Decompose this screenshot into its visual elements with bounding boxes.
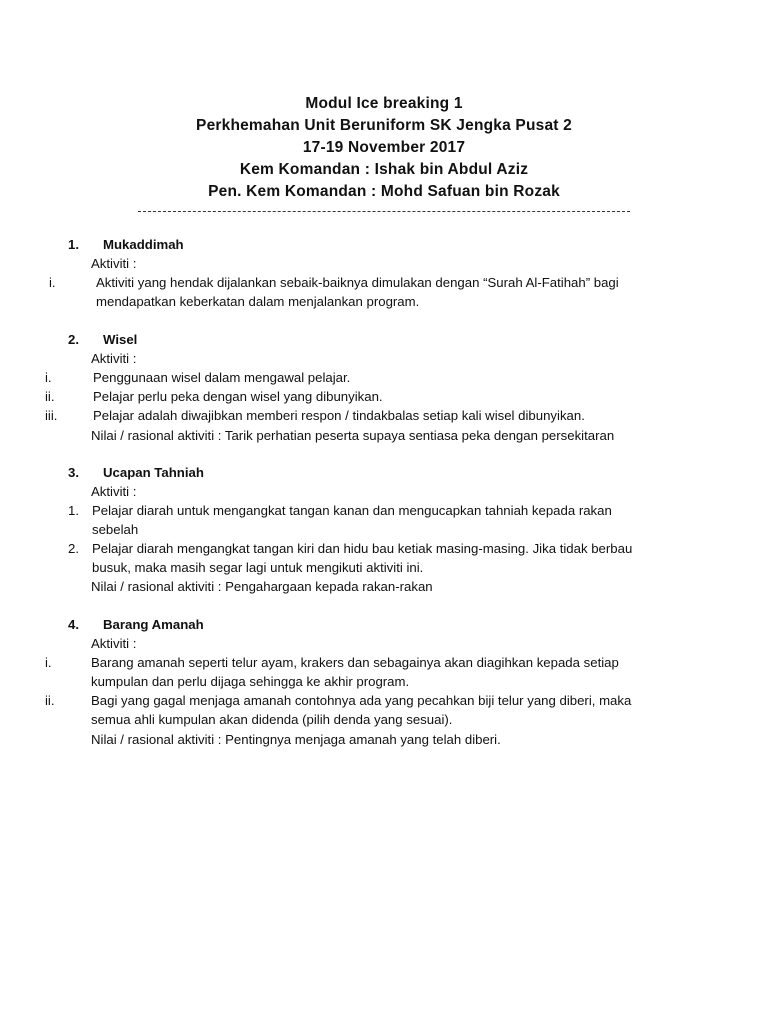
camp-commander: Kem Komandan : Ishak bin Abdul Aziz [239, 161, 529, 178]
section-3-item-2-line-2: busuk, maka masih segar lagi untuk mengikuti aktiviti ini. [92, 560, 424, 575]
dashed-divider [138, 211, 630, 212]
section-2-item-3-marker: iii. [45, 408, 58, 423]
section-2-item-2-marker: ii. [45, 389, 55, 404]
section-4-item-2-line-1: Bagi yang gagal menjaga amanah contohnya ada yang pecahkan biji telur yang diberi, maka [91, 693, 632, 708]
section-1-item-1-line-2: mendapatkan keberkatan dalam menjalankan program. [96, 294, 420, 309]
section-2-item-2-line-1: Pelajar perlu peka dengan wisel yang dibunyikan. [93, 389, 383, 404]
section-2-rational: Nilai / rasional aktiviti : Tarik perhatian peserta supaya sentiasa peka dengan persekitaran [91, 428, 615, 443]
section-4-activity-label: Aktiviti : [91, 636, 137, 651]
section-2-activity-label: Aktiviti : [91, 351, 137, 366]
section-2-number: 2. [68, 332, 79, 347]
section-2-title: Wisel [103, 332, 138, 347]
section-3-rational: Nilai / rasional aktiviti : Pengahargaan kepada rakan-rakan [91, 579, 433, 594]
section-2-item-1-line-1: Penggunaan wisel dalam mengawal pelajar. [93, 370, 351, 385]
camp-date: 17-19 November 2017 [302, 139, 466, 156]
section-3-item-2-marker: 2. [68, 541, 79, 556]
section-3-item-2-line-1: Pelajar diarah mengangkat tangan kiri dan hidu bau ketiak masing-masing. Jika tidak berbau [92, 541, 633, 556]
section-4-number: 4. [68, 617, 79, 632]
section-2-item-1-marker: i. [45, 370, 52, 385]
section-4-title: Barang Amanah [103, 617, 204, 632]
camp-name: Perkhemahan Unit Beruniform SK Jengka Pusat 2 [196, 117, 572, 134]
section-1-item-1-line-1: Aktiviti yang hendak dijalankan sebaik-baiknya dimulakan dengan “Surah Al-Fatihah” bagi [96, 275, 619, 290]
section-2-item-3-line-1: Pelajar adalah diwajibkan memberi respon / tindakbalas setiap kali wisel dibunyikan. [93, 408, 585, 423]
section-4-item-2-line-2: semua ahli kumpulan akan didenda (pilih denda yang sesuai). [91, 712, 453, 727]
section-3-activity-label: Aktiviti : [91, 484, 137, 499]
section-4-rational: Nilai / rasional aktiviti : Pentingnya menjaga amanah yang telah diberi. [91, 732, 501, 747]
section-1-activity-label: Aktiviti : [91, 256, 137, 271]
section-1-number: 1. [68, 237, 79, 252]
section-1-item-1-marker: i. [49, 275, 56, 290]
section-4-item-1-line-1: Barang amanah seperti telur ayam, krakers dan sebagainya akan diagihkan kepada setiap [91, 655, 619, 670]
section-3-title: Ucapan Tahniah [103, 465, 204, 480]
section-4-item-1-line-2: kumpulan dan perlu dijaga sehingga ke akhir program. [91, 674, 410, 689]
assistant-commander: Pen. Kem Komandan : Mohd Safuan bin Rozak [208, 183, 560, 200]
section-3-number: 3. [68, 465, 79, 480]
section-4-item-1-marker: i. [45, 655, 52, 670]
section-3-item-1-line-2: sebelah [92, 522, 139, 537]
module-title: Modul Ice breaking 1 [305, 95, 463, 112]
section-3-item-1-line-1: Pelajar diarah untuk mengangkat tangan kanan dan mengucapkan tahniah kepada rakan [92, 503, 612, 518]
section-4-item-2-marker: ii. [45, 693, 55, 708]
section-3-item-1-marker: 1. [68, 503, 79, 518]
section-1-title: Mukaddimah [103, 237, 184, 252]
